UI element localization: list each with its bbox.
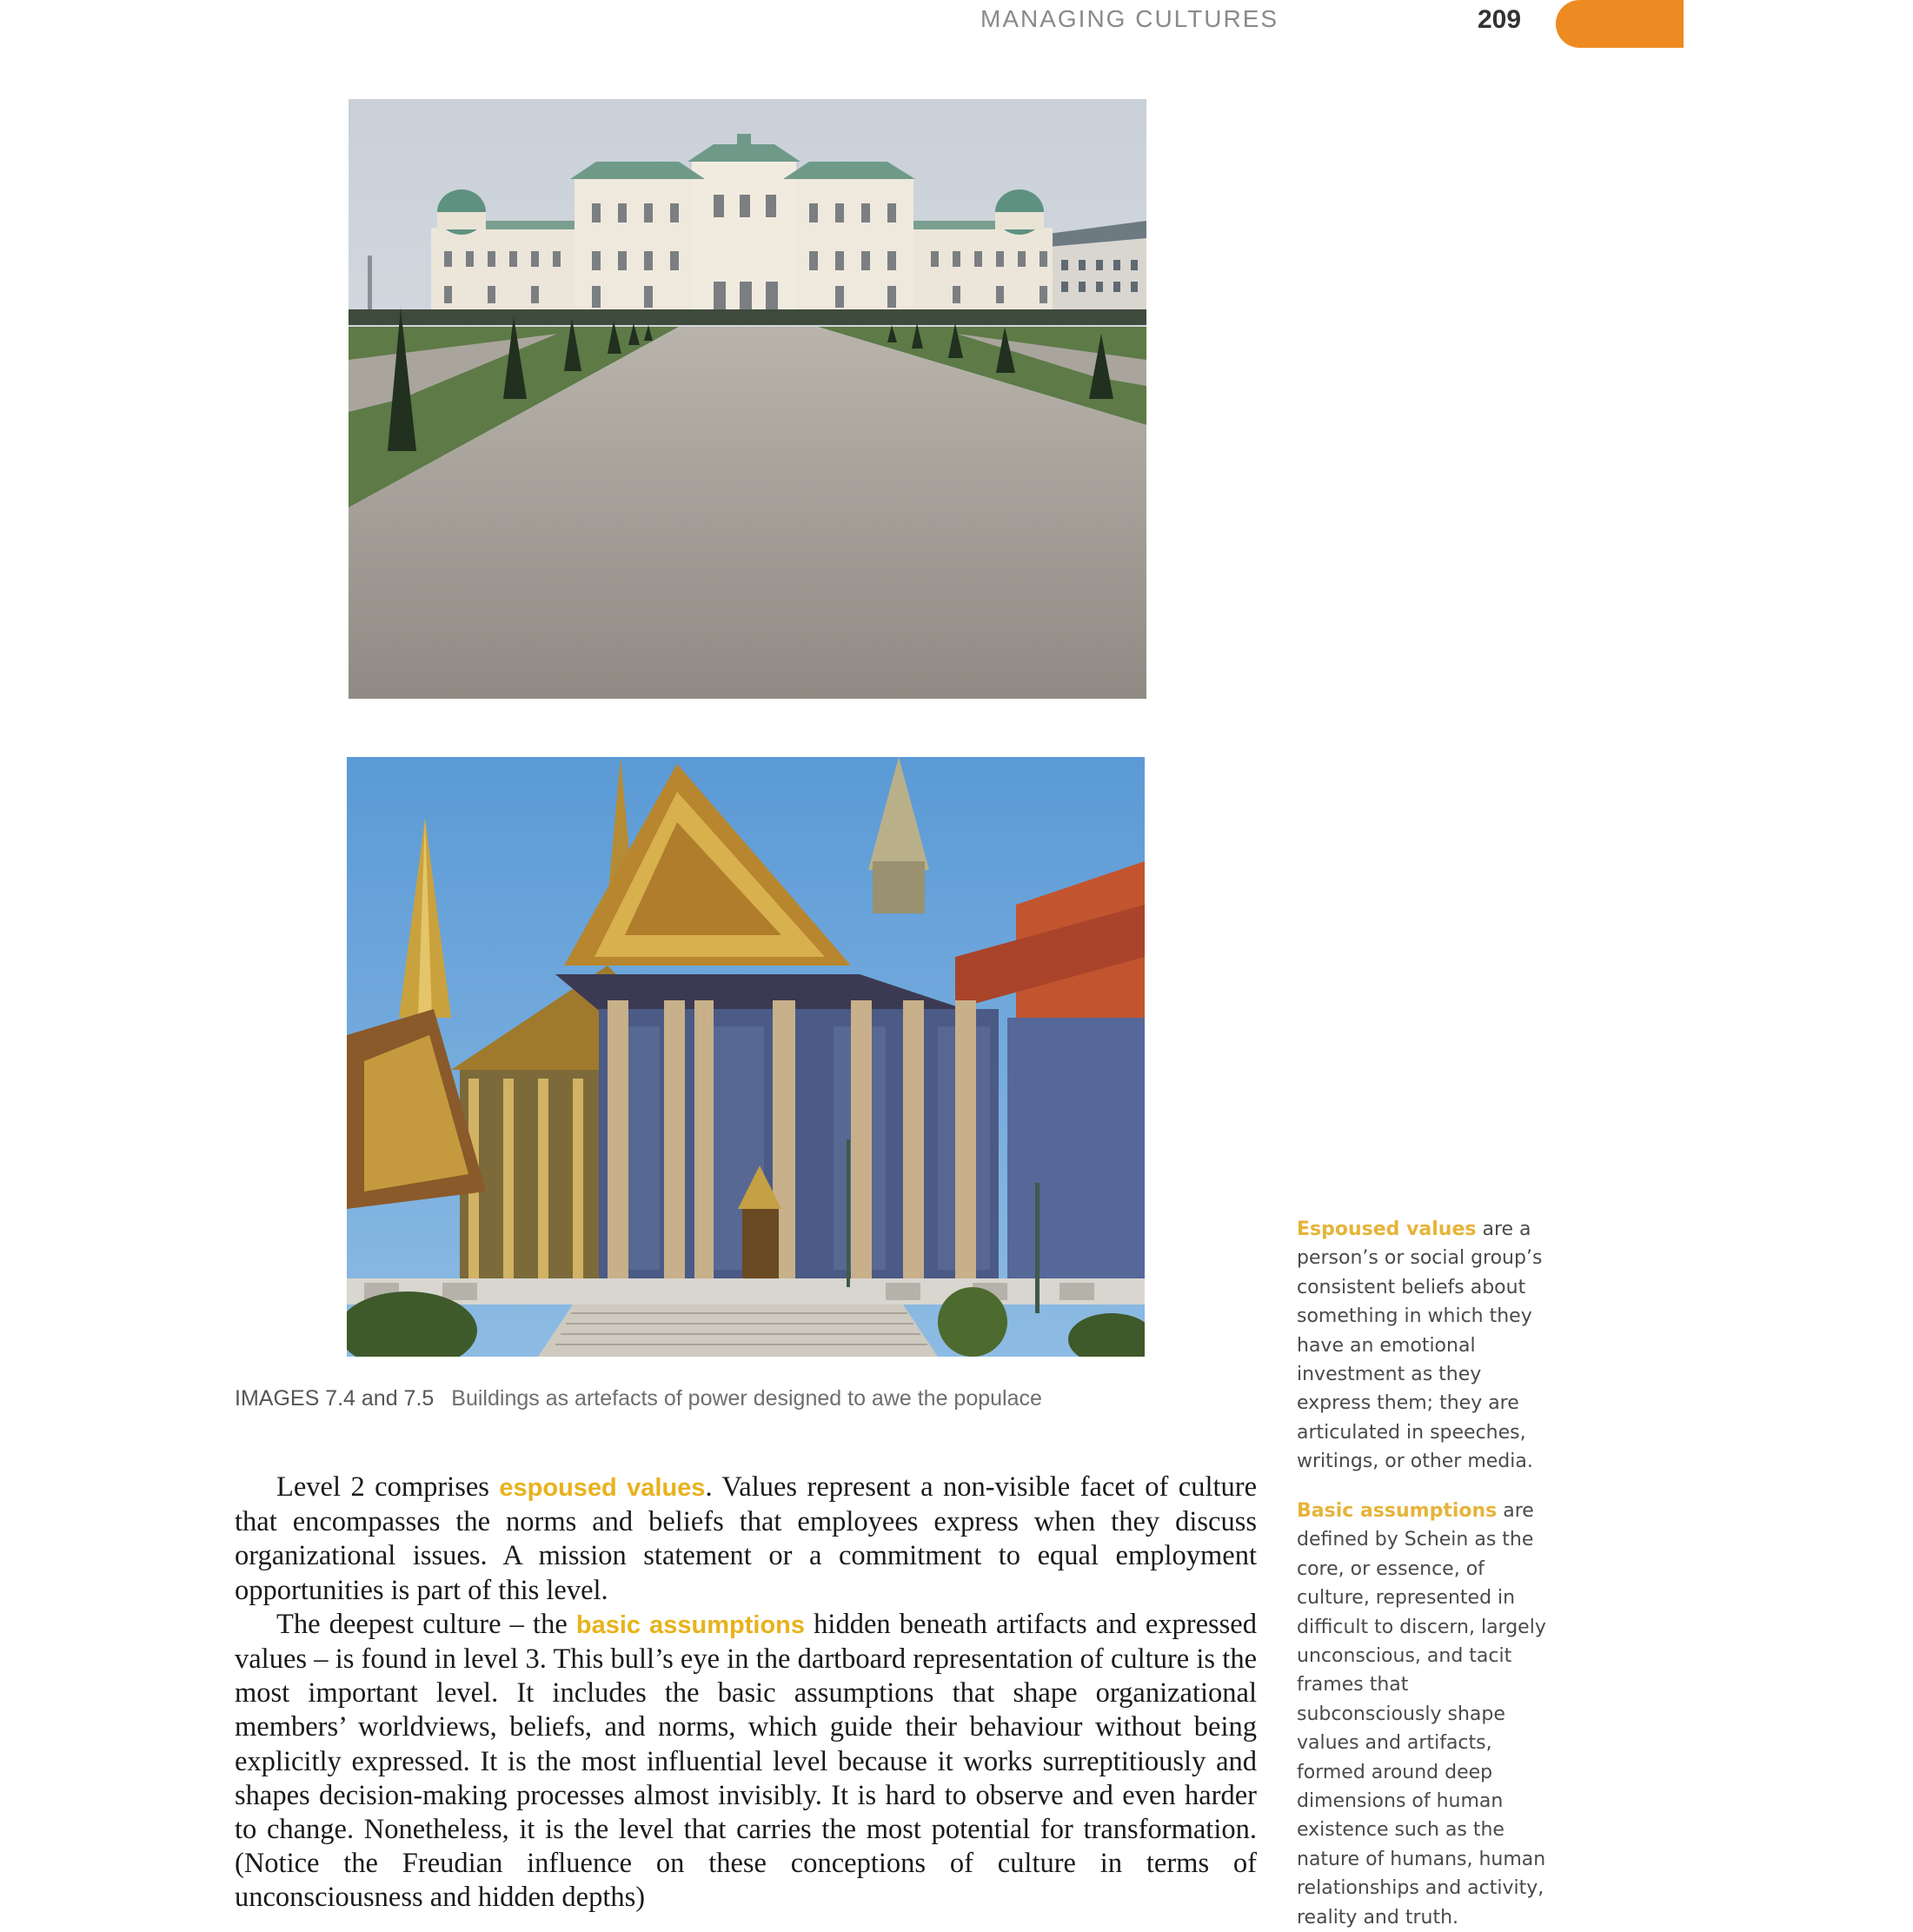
- figure-caption: [235, 1386, 1042, 1411]
- orange-tab: [1556, 0, 1684, 48]
- caption-text: Buildings as artefacts of power designed to awe the populace: [451, 1386, 1042, 1411]
- page-number: 209: [1478, 5, 1522, 34]
- glossary-espoused-values: [1297, 1215, 1558, 1477]
- glossary-term: Basic assumptions: [1297, 1500, 1498, 1522]
- caption-label: IMAGES 7.4 and 7.5: [235, 1386, 435, 1411]
- glossary-term: Espoused values: [1297, 1218, 1477, 1240]
- body-text: [235, 1471, 1257, 1915]
- paragraph-text: . Values represent a non-visible facet of culture that encompasses the norms and beliefs that employees express when they discuss organizational issues. A mission statement or a commitment to equal employment opportunities is part of this level.: [235, 1471, 1258, 1606]
- paragraph: [235, 1471, 1257, 1608]
- paragraph-text: The deepest culture – the: [276, 1608, 576, 1640]
- paragraph-text: hidden beneath artifacts and expressed values – is found in level 3. This bull’s eye in the dartboard representation of culture is the most important level. It includes the basic assumptions that shape organizational members’ worldviews, beliefs, and norms, which guide their behaviour without being explicitly expressed. It is the most influential level because it works surreptitiously and shapes decision-making processes almost invisibly. It is hard to observe and even harder to change. Nonetheless, it is the level that carries the most potential for transformation. (Notice the Freudian influence on these conceptions of culture in terms of unconsciousness and hidden depths): [235, 1608, 1257, 1914]
- paragraph: [235, 1608, 1257, 1915]
- keyword-basic-assumptions: basic assumptions: [575, 1610, 806, 1639]
- glossary-basic-assumptions: [1297, 1497, 1558, 1932]
- paragraph-text: Level 2 comprises: [276, 1471, 500, 1503]
- temple-photo: [347, 757, 1145, 1357]
- glossary-definition: are defined by Schein as the core, or essence, of culture, represented in difficult to discern, largely unconscious, and tacit frames that subconsciously shape values and artifacts, formed around deep dimensions of human existence such as the nature of humans, human relationships and activity, reality and truth.: [1297, 1500, 1546, 1929]
- glossary-definition: are a person’s or social group’s consistent beliefs about something in which they have an emotional investment as they express them; they are articulated in speeches, writings, or other media.: [1297, 1218, 1543, 1473]
- section-title: MANAGING CULTURES: [980, 5, 1279, 32]
- keyword-espoused-values: espoused values: [499, 1474, 706, 1502]
- palace-photo: [349, 99, 1146, 699]
